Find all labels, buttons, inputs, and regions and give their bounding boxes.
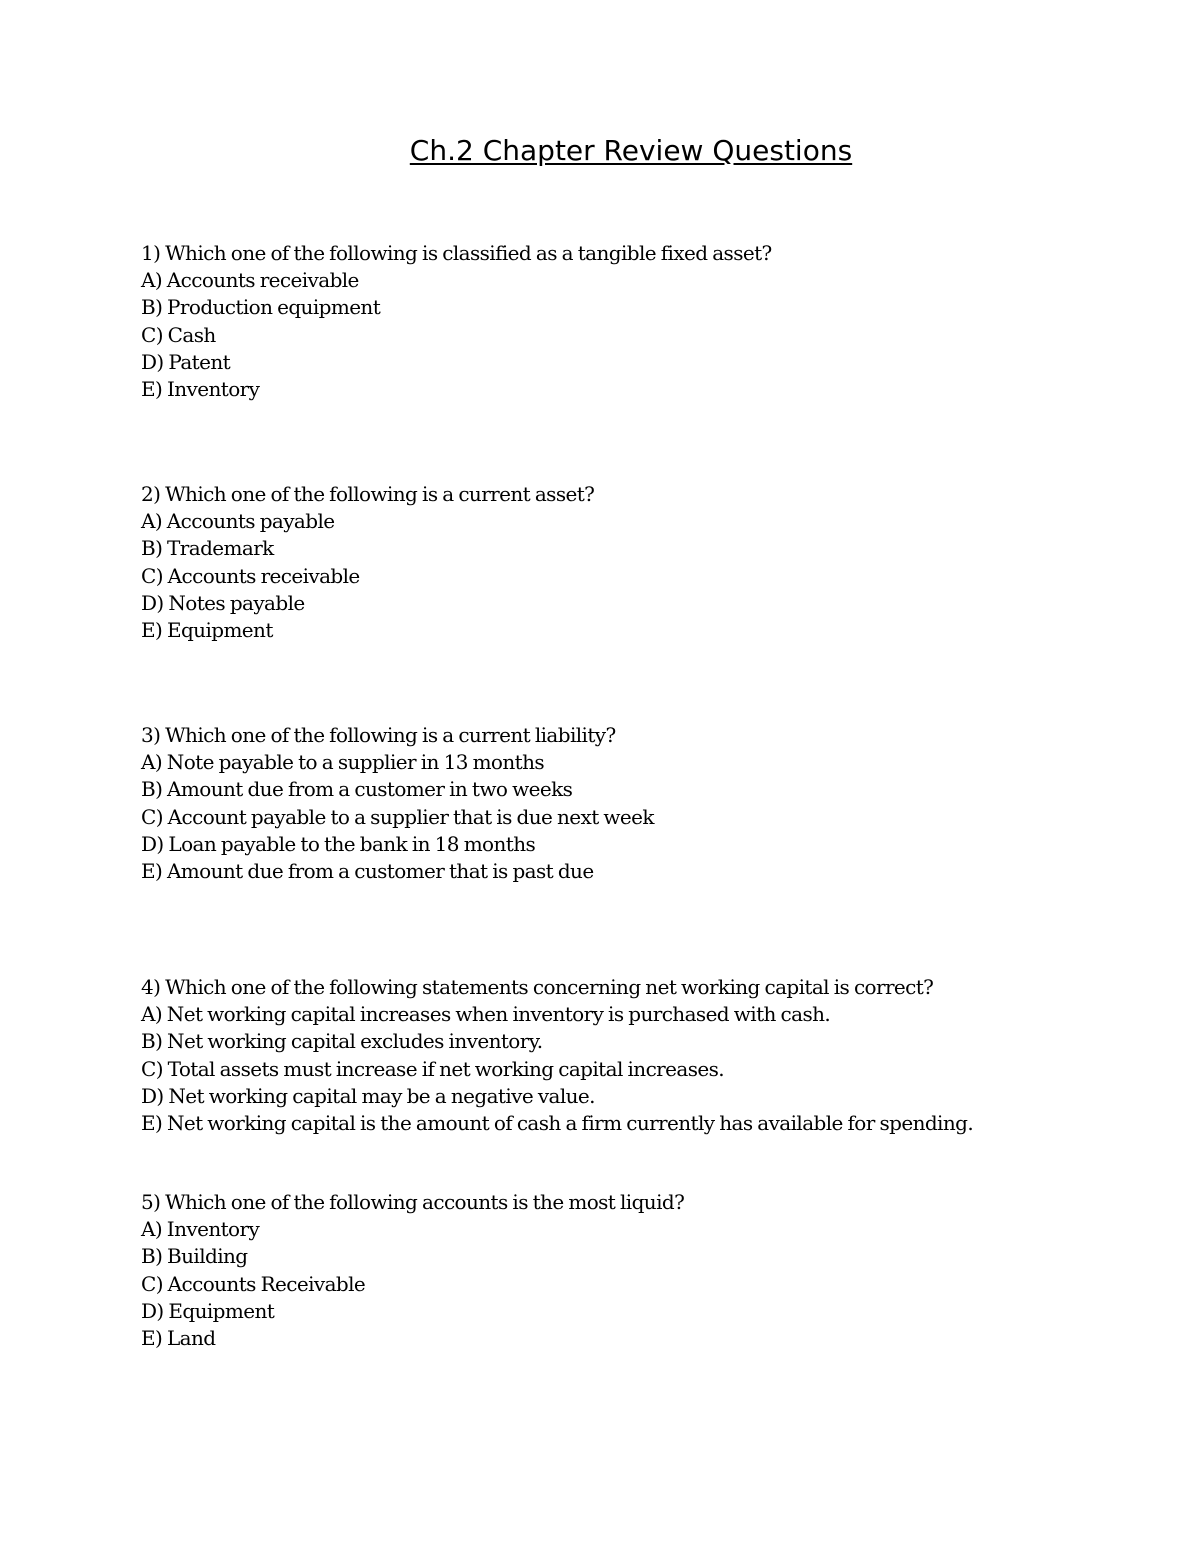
answer-option-e: E) Equipment	[141, 618, 273, 643]
answer-option-c: C) Accounts Receivable	[141, 1271, 366, 1296]
answer-option-b: B) Amount due from a customer in two weeks	[141, 777, 573, 802]
question-stem: 1) Which one of the following is classified as a tangible fixed asset?	[141, 241, 772, 265]
answer-option-c: C) Account payable to a supplier that is due next week	[141, 804, 654, 829]
answer-option-e: E) Inventory	[141, 377, 260, 402]
question-1	[141, 240, 1141, 403]
answer-option-b: B) Net working capital excludes inventory.	[141, 1029, 543, 1054]
page-title: Ch.2 Chapter Review Questions	[409, 134, 853, 167]
answer-option-a: A) Note payable to a supplier in 13 months	[141, 750, 545, 775]
question-stem: 3) Which one of the following is a current liability?	[141, 723, 616, 747]
question-stem: 5) Which one of the following accounts is the most liquid?	[141, 1190, 685, 1214]
answer-option-c: C) Total assets must increase if net working capital increases.	[141, 1056, 725, 1081]
answer-option-e: E) Land	[141, 1326, 216, 1351]
answer-option-a: A) Accounts payable	[141, 509, 335, 534]
question-5	[141, 1189, 1141, 1352]
answer-option-a: A) Net working capital increases when inventory is purchased with cash.	[141, 1002, 831, 1027]
answer-option-c: C) Accounts receivable	[141, 563, 360, 588]
answer-option-b: B) Building	[141, 1244, 248, 1269]
question-3	[141, 722, 1141, 885]
answer-option-d: D) Notes payable	[141, 590, 305, 615]
answer-option-a: A) Accounts receivable	[141, 268, 359, 293]
answer-option-c: C) Cash	[141, 322, 216, 347]
answer-option-e: E) Net working capital is the amount of cash a firm currently has available for spending.	[141, 1111, 974, 1136]
answer-option-d: D) Equipment	[141, 1298, 275, 1323]
answer-option-e: E) Amount due from a customer that is past due	[141, 859, 594, 884]
answer-option-d: D) Patent	[141, 349, 231, 374]
question-stem: 4) Which one of the following statements concerning net working capital is correct?	[141, 975, 934, 999]
question-2	[141, 481, 1141, 644]
answer-option-b: B) Production equipment	[141, 295, 381, 320]
answer-option-d: D) Net working capital may be a negative value.	[141, 1083, 595, 1108]
question-stem: 2) Which one of the following is a current asset?	[141, 482, 595, 506]
answer-option-d: D) Loan payable to the bank in 18 months	[141, 831, 536, 856]
answer-option-a: A) Inventory	[141, 1217, 260, 1242]
answer-option-b: B) Trademark	[141, 536, 274, 561]
question-4	[141, 974, 1141, 1137]
